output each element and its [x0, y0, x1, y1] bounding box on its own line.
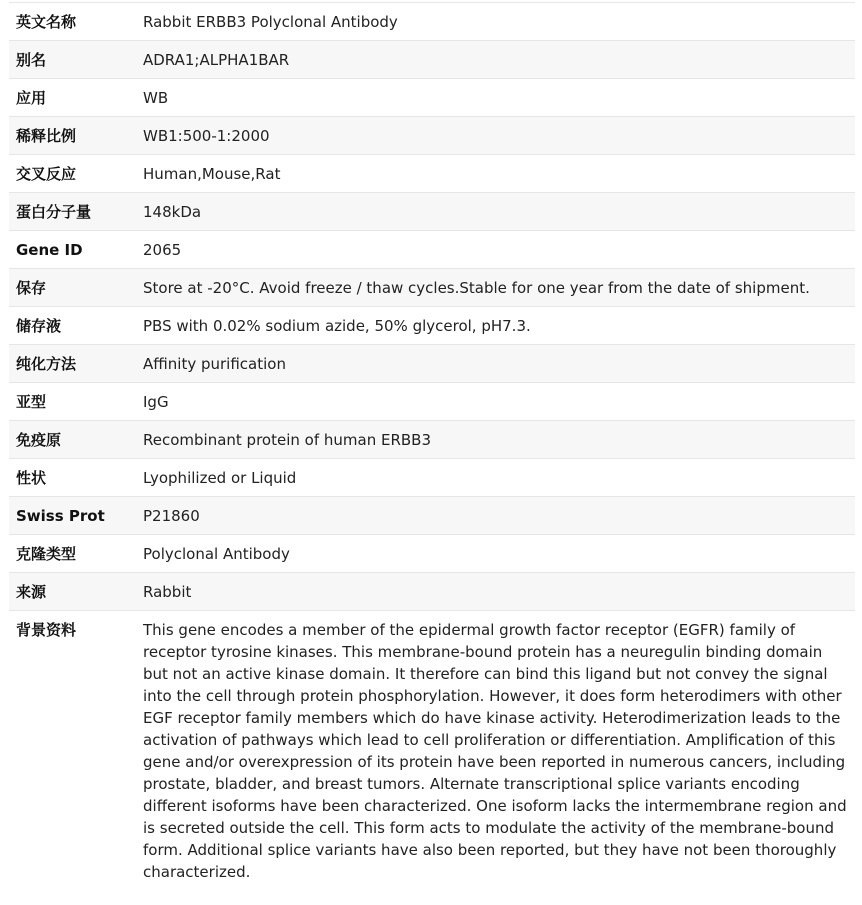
spec-value: WB	[136, 79, 855, 117]
spec-row-immunogen	[9, 421, 855, 459]
spec-label: 免疫原	[9, 421, 136, 459]
spec-row-background	[9, 611, 855, 886]
spec-row-dilution	[9, 117, 855, 155]
spec-value: Lyophilized or Liquid	[136, 459, 855, 497]
spec-label: 克隆类型	[9, 535, 136, 573]
product-spec-table	[9, 2, 855, 885]
spec-row-english-name	[9, 3, 855, 41]
spec-row-storage	[9, 269, 855, 307]
spec-value: WB1:500-1:2000	[136, 117, 855, 155]
spec-value: Recombinant protein of human ERBB3	[136, 421, 855, 459]
spec-label: 纯化方法	[9, 345, 136, 383]
spec-label: 性状	[9, 459, 136, 497]
spec-label: Gene ID	[9, 231, 136, 269]
spec-row-molecular-weight	[9, 193, 855, 231]
spec-value: 148kDa	[136, 193, 855, 231]
spec-row-purification	[9, 345, 855, 383]
spec-value: P21860	[136, 497, 855, 535]
spec-row-swiss-prot	[9, 497, 855, 535]
spec-value: IgG	[136, 383, 855, 421]
spec-value: Human,Mouse,Rat	[136, 155, 855, 193]
spec-row-reactivity	[9, 155, 855, 193]
spec-value: 2065	[136, 231, 855, 269]
spec-value: Polyclonal Antibody	[136, 535, 855, 573]
spec-label: Swiss Prot	[9, 497, 136, 535]
spec-value-background: This gene encodes a member of the epidermal growth factor receptor (EGFR) family of receptor tyrosine kinases. This membrane-bound protein has a neuregulin binding domain but not an active kinase domain. It therefore can bind this ligand but not convey the signal into the cell through protein phosphorylation. However, it does form heterodimers with other EGF receptor family members which do have kinase activity. Heterodimerization leads to the activation of pathways which lead to cell proliferation or differentiation. Amplification of this gene and/or overexpression of its protein have been reported in numerous cancers, including prostate, bladder, and breast tumors. Alternate transcriptional splice variants encoding different isoforms have been characterized. One isoform lacks the intermembrane region and is secreted outside the cell. This form acts to modulate the activity of the membrane-bound form. Additional splice variants have also been reported, but they have not been thoroughly characterized.	[136, 611, 855, 886]
spec-label: 应用	[9, 79, 136, 117]
spec-label: 亚型	[9, 383, 136, 421]
spec-value: PBS with 0.02% sodium azide, 50% glycerol, pH7.3.	[136, 307, 855, 345]
spec-row-host	[9, 573, 855, 611]
spec-label: 来源	[9, 573, 136, 611]
spec-value: Affinity purification	[136, 345, 855, 383]
spec-row-buffer	[9, 307, 855, 345]
spec-value: Rabbit	[136, 573, 855, 611]
spec-label: 蛋白分子量	[9, 193, 136, 231]
spec-value: Store at -20°C. Avoid freeze / thaw cycles.Stable for one year from the date of shipment.	[136, 269, 855, 307]
spec-row-clonality	[9, 535, 855, 573]
spec-value: ADRA1;ALPHA1BAR	[136, 41, 855, 79]
spec-label: 储存液	[9, 307, 136, 345]
spec-row-form	[9, 459, 855, 497]
spec-label: 稀释比例	[9, 117, 136, 155]
spec-label: 英文名称	[9, 3, 136, 41]
spec-label: 别名	[9, 41, 136, 79]
spec-row-isotype	[9, 383, 855, 421]
spec-label: 保存	[9, 269, 136, 307]
spec-label: 交叉反应	[9, 155, 136, 193]
spec-row-gene-id	[9, 231, 855, 269]
spec-row-alias	[9, 41, 855, 79]
spec-value: Rabbit ERBB3 Polyclonal Antibody	[136, 3, 855, 41]
spec-row-application	[9, 79, 855, 117]
spec-label: 背景资料	[9, 611, 136, 886]
